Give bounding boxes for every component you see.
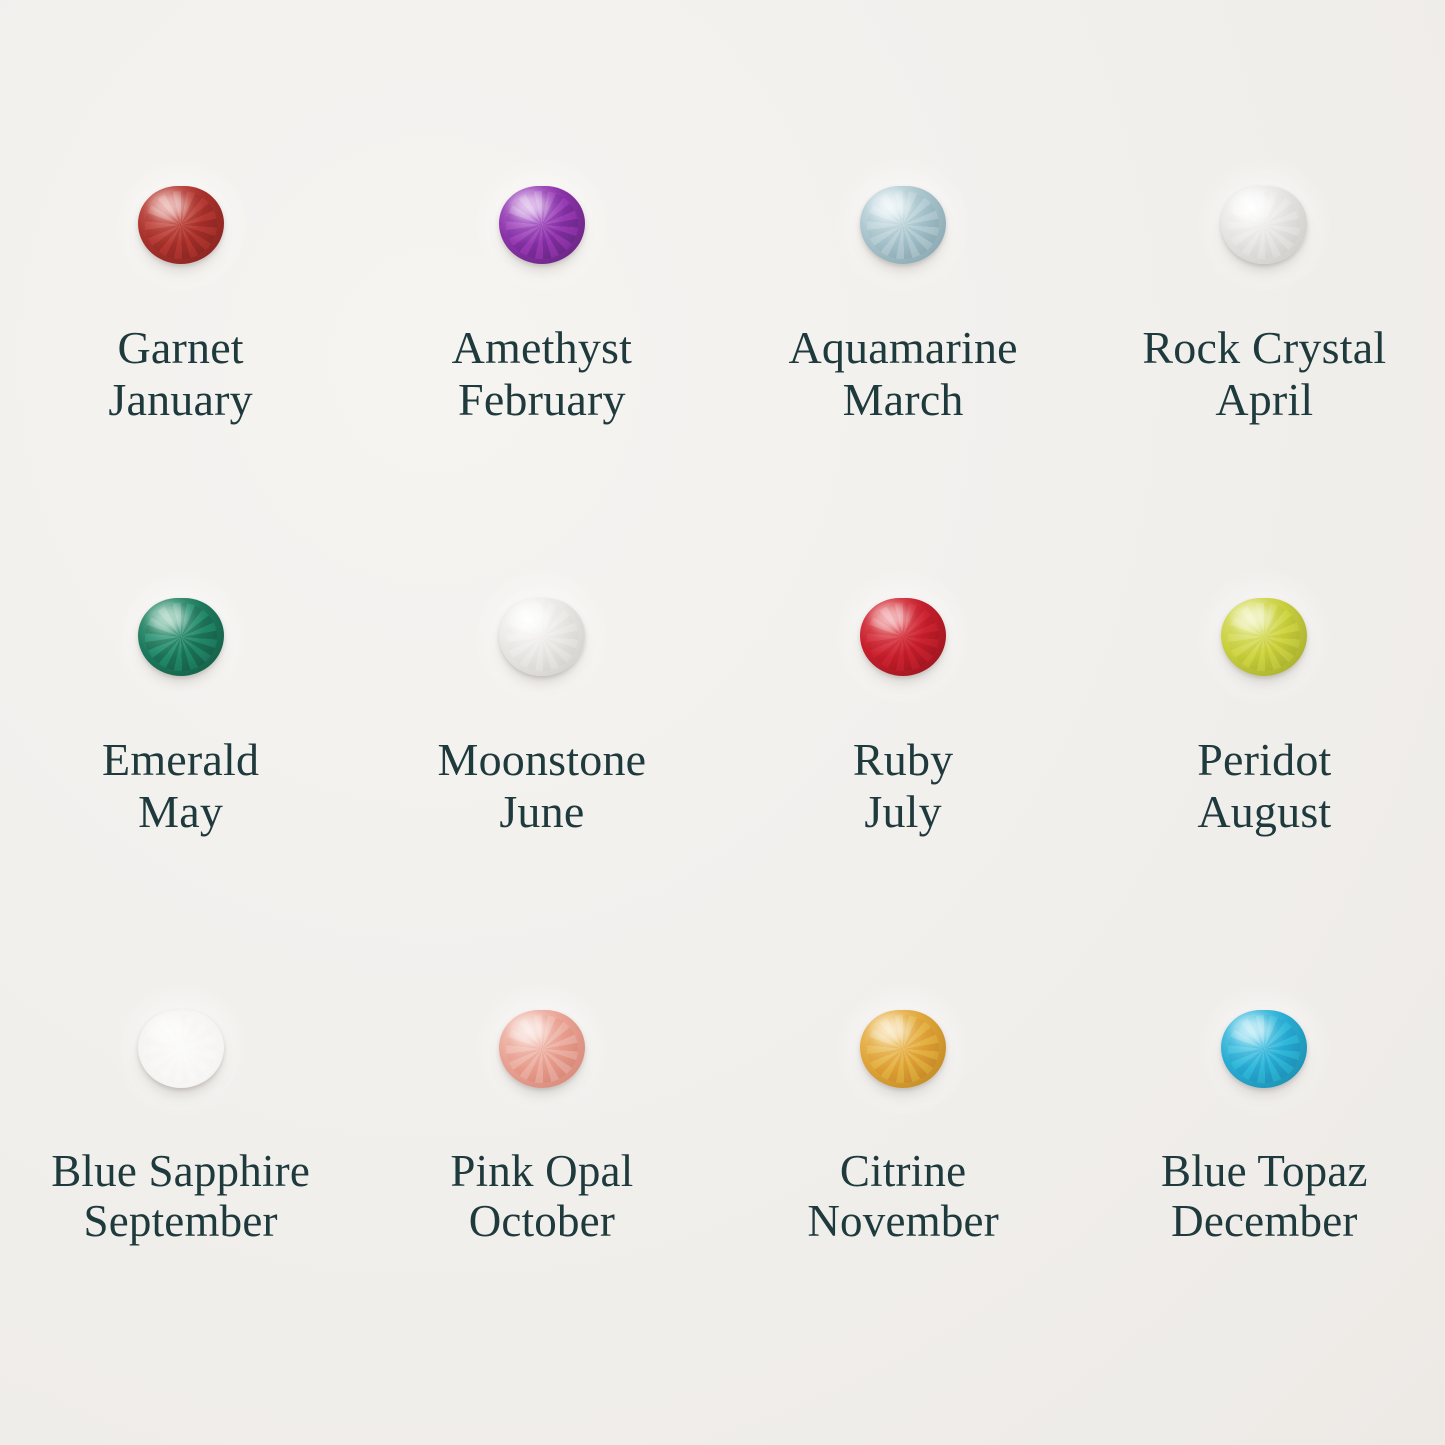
birthstone-item-blue-sapphire[interactable] (0, 974, 361, 1386)
gemstone-bead (1221, 1010, 1307, 1088)
gem-name: Rock Crystal (1142, 322, 1387, 373)
gem-month: November (807, 1196, 999, 1247)
birthstone-item-moonstone[interactable] (361, 562, 722, 974)
gemstone-bead (860, 1010, 946, 1088)
birthstone-label (1161, 1146, 1368, 1247)
stone-image-wrap (1084, 562, 1445, 712)
stone-image-wrap (0, 150, 361, 300)
gemstone-bead (1221, 186, 1307, 264)
birthstone-item-garnet[interactable] (0, 150, 361, 562)
birthstone-label (452, 322, 632, 425)
birthstone-item-emerald[interactable] (0, 562, 361, 974)
gem-month: August (1197, 785, 1332, 837)
birthstone-label (853, 734, 953, 837)
gem-month: December (1171, 1196, 1358, 1247)
gem-name: Blue Sapphire (51, 1146, 311, 1196)
gem-month: June (499, 785, 585, 837)
birthstone-label (1197, 734, 1331, 837)
gemstone-bead (860, 598, 946, 676)
gem-name: Citrine (839, 1146, 967, 1196)
gem-month: September (83, 1196, 278, 1247)
birthstone-item-rock-crystal[interactable] (1084, 150, 1445, 562)
birthstone-label (102, 734, 259, 837)
stone-image-wrap (723, 974, 1084, 1124)
stone-image-wrap (361, 562, 722, 712)
gemstone-bead (499, 186, 585, 264)
gemstone-bead (138, 598, 224, 676)
gem-name: Peridot (1197, 734, 1332, 785)
birthstone-label (450, 1146, 633, 1247)
gem-name: Moonstone (437, 734, 647, 785)
gem-month: March (842, 373, 964, 425)
stone-image-wrap (723, 150, 1084, 300)
gem-name: Blue Topaz (1161, 1146, 1368, 1196)
stone-image-wrap (0, 562, 361, 712)
gem-name: Ruby (852, 734, 954, 785)
birthstone-item-citrine[interactable] (723, 974, 1084, 1386)
gem-name: Aquamarine (788, 322, 1018, 373)
birthstone-label (108, 322, 252, 425)
birthstone-grid (0, 150, 1445, 1386)
gem-name: Amethyst (451, 322, 633, 373)
birthstone-item-aquamarine[interactable] (723, 150, 1084, 562)
gemstone-bead (138, 186, 224, 264)
gem-month: July (864, 785, 942, 837)
birthstone-item-blue-topaz[interactable] (1084, 974, 1445, 1386)
gemstone-bead (499, 1010, 585, 1088)
stone-image-wrap (0, 974, 361, 1124)
stone-image-wrap (1084, 150, 1445, 300)
birthstone-item-ruby[interactable] (723, 562, 1084, 974)
birthstone-label (807, 1146, 999, 1247)
gem-month: October (468, 1196, 616, 1247)
birthstone-item-pink-opal[interactable] (361, 974, 722, 1386)
birthstone-label (51, 1146, 310, 1247)
stone-image-wrap (723, 562, 1084, 712)
birthstone-label (788, 322, 1017, 425)
gem-name: Pink Opal (450, 1146, 634, 1196)
gem-month: April (1215, 373, 1314, 425)
birthstone-label (437, 734, 646, 837)
gemstone-bead (1221, 598, 1307, 676)
gem-month: January (108, 373, 253, 425)
gem-month: May (138, 785, 224, 837)
gem-name: Garnet (117, 322, 244, 373)
birthstone-label (1142, 322, 1386, 425)
birthstone-item-amethyst[interactable] (361, 150, 722, 562)
gemstone-bead (860, 186, 946, 264)
stone-image-wrap (1084, 974, 1445, 1124)
gem-name: Emerald (102, 734, 260, 785)
gemstone-bead (138, 1010, 224, 1088)
birthstone-item-peridot[interactable] (1084, 562, 1445, 974)
gemstone-bead (499, 598, 585, 676)
stone-image-wrap (361, 974, 722, 1124)
stone-image-wrap (361, 150, 722, 300)
gem-month: February (458, 373, 626, 425)
